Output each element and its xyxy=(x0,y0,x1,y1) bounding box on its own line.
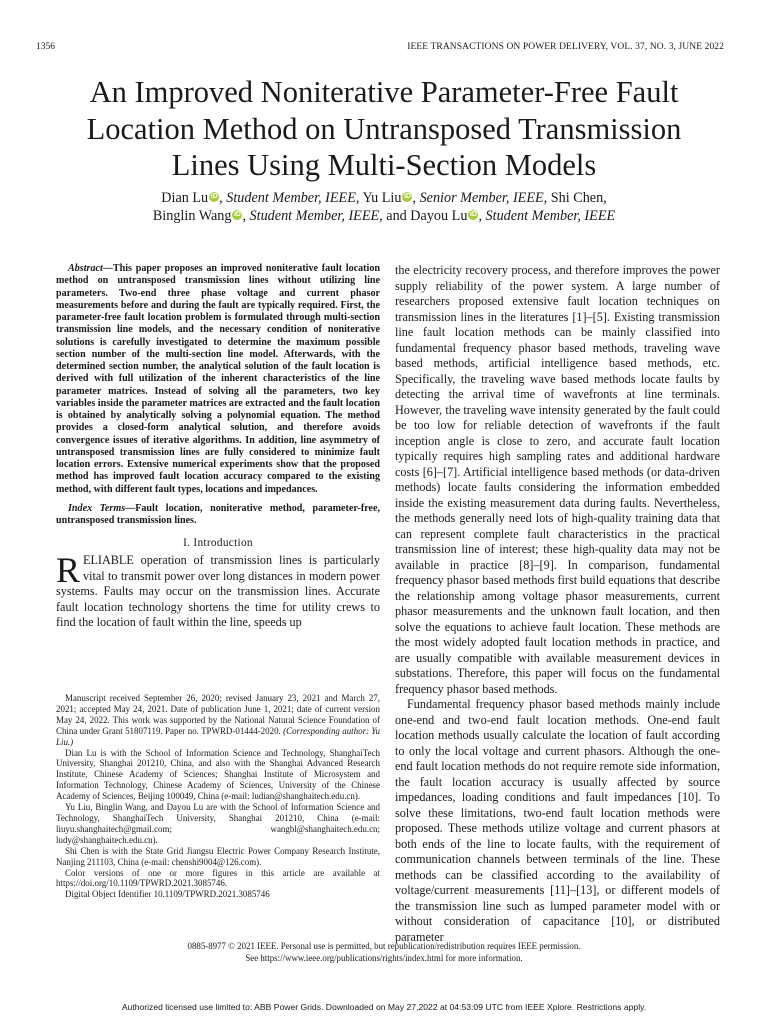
orcid-icon[interactable]: iD xyxy=(233,211,241,218)
index-terms xyxy=(56,503,380,528)
author-list xyxy=(40,189,728,225)
author-name: Binglin Wang xyxy=(152,208,232,224)
footnote-manuscript xyxy=(56,693,380,748)
orcid-icon[interactable]: iD xyxy=(210,193,218,200)
author-line-2: Binglin Wang iD , Student Member, IEEE, and Dayou Lu iD , Student Member, IEEE xyxy=(152,208,616,224)
download-notice: Authorized licensed use limited to: ABB Power Grids. Downloaded on May 27,2022 at 04:53:09 UTC from IEEE Xplore. Restrictions apply. xyxy=(121,1002,647,1012)
title-line-3: Lines Using Multi-Section Models xyxy=(171,148,597,182)
author-name: Dian Lu xyxy=(161,190,209,206)
footnote-doi: Digital Object Identifier 10.1109/TPWRD.2021.3085746 xyxy=(65,889,270,900)
abstract-label: Abstract xyxy=(68,263,103,274)
right-column xyxy=(395,263,720,945)
author-membership: Student Member, IEEE xyxy=(485,208,616,224)
paper-title xyxy=(40,74,728,184)
copyright-notice xyxy=(40,941,728,964)
footnote-affiliation-3: Shi Chen is with the State Grid Jiangsu Electric Power Company Research Institute, Nanjing 211103, China (e-mail: chenshi9004@126.com). xyxy=(56,845,380,867)
author-name: Shi Chen, xyxy=(550,190,607,206)
title-line-1: An Improved Noniterative Parameter-Free Fault xyxy=(89,75,679,109)
orcid-icon[interactable]: iD xyxy=(469,211,477,218)
intro-paragraph xyxy=(56,550,380,631)
author-membership: Senior Member, IEEE xyxy=(419,190,544,206)
footnote-affiliation-1: Dian Lu is with the School of Information Science and Technology, ShanghaiTech University, Shanghai 201210, China, and also with the Shanghai Advanced Research Institute, Chinese Academy of Sciences; Shanghai Institute of Microsystem and Information Technology, Chinese Academy of Sciences, University of the Chinese Academy of Sciences, Beijing 100049, China (e-mail: ludian@shanghaitech.edu.cn). xyxy=(56,747,380,802)
abstract xyxy=(56,263,380,496)
footnotes xyxy=(56,693,380,900)
footnote-corresponding: (Corresponding author: Yu Liu.) xyxy=(56,725,381,747)
author-name: and Dayou Lu xyxy=(386,208,468,224)
author-membership: Student Member, IEEE xyxy=(226,190,356,206)
abstract-text: —This paper proposes an improved noniterative fault location method on untransposed transmission lines without utilizing line parameters. Two-end three phase voltage and current phasor measurements before and during the fault are typically required. First, the parameter-free fault location problem is formulated through multi-section transmission line models, and the necessary condition of noniterative solutions is carefully investigated to determine the maximum possible section number of the multi-section line model. Afterwards, with the determined section number, the analytical solution of the fault location is derived with full utilization of the inherent characteristics of the line parameter matrices. Instead of solving all the parameters, two key variables inside the parameter matrices are extracted and the fault location is obtained by analytically solving a polynomial equation. The method provides a closed-form analytical solution, and therefore avoids convergence issues of iterative algorithms. In addition, line asymmetry of untransposed transmission lines are fully considered to minimize fault location errors. Extensive numerical experiments show that the proposed method has improved fault location accuracy compared to the existing method, with different fault types, locations and impedances. xyxy=(56,263,380,495)
left-column xyxy=(56,263,380,631)
orcid-icon[interactable]: iD xyxy=(403,193,411,200)
body-paragraph-2: Fundamental frequency phasor based methods mainly include one-end and two-end fault location methods. One-end fault location methods usually calculate the location of fault according to only the local voltage and current phasors. Although the one-end fault location methods do not require remote side information, the fault location accuracy is usually affected by source impedances, loading conditions and fault impedances [10]. To solve these limitations, two-end fault location methods were proposed. These methods utilize voltage and current phasors at both ends of the line to locate faults, with the requirement of communication channels between terminals of the line. These methods can be classified according to the availability of voltage/current measurements [11]–[13], or different models of the transmission line such as lumped parameter model with or without consideration of capacitance [10], or distributed parameter xyxy=(395,697,720,944)
index-terms-text: —Fault location, noniterative method, parameter-free, untransposed transmission lines. xyxy=(56,502,380,526)
index-terms-label: Index Terms xyxy=(68,502,126,514)
footnote-affiliation-2: Yu Liu, Binglin Wang, and Dayou Lu are with the School of Information Science and Technology, ShanghaiTech University, Shanghai 201210, China (e-mail: liuyu.shanghaitech@gmail.com; wangbl@shanghaitech.edu.cn; ludy@shanghaitech.edu.cn). xyxy=(56,802,380,845)
body-paragraph-1: the electricity recovery process, and therefore improves the power supply reliability of the power system. A large number of researchers proposed extensive fault location techniques on transmission lines in the literatures [1]–[5]. Existing transmission line fault location methods can be mainly classified into fundamental frequency phasor based methods, traveling wave based methods, artificial intelligence based methods, etc. Specifically, the traveling wave based methods locate faults by detecting the arrival time of wavefronts at line terminals. However, the traveling wave intensity generated by the fault could be too low for reliable detection of wavefronts if the fault inception angle is close to zero, and accurate fault location typically requires high sampling rates and additional hardware costs [6]–[7]. Artificial intelligence based methods (or data-driven methods) locate faults considering the information embedded inside the existing measurement data during faults. Nevertheless, the methods generally need lots of high-quality training data that can represent complete fault characteristics in the practical transmission line of interest; these high-quality data may not be available in practice [8]–[9]. In comparison, fundamental frequency phasor based methods first build equations that describe the relationship among voltage phasor measurements, current phasor measurements and the unknown fault location, and then solve the equations to achieve fault location. These methods are the most widely adopted fault location methods in practice, and are usually compatible with available measurement devices in substations. Therefore, this paper will focus on the fundamental frequency phasor based methods. xyxy=(395,263,720,696)
drop-cap: R xyxy=(56,550,81,591)
footnote-color: Color versions of one or more figures in this article are available at https://doi.org/10.1109/TPWRD.2021.3085746. xyxy=(56,867,380,889)
section-heading: I. Introduction xyxy=(183,537,253,550)
author-line-1: Dian Lu iD , Student Member, IEEE, Yu Liu iD , Senior Member, IEEE, Shi Chen, xyxy=(161,190,607,206)
copyright-line-2: See https://www.ieee.org/publications/rights/index.html for more information. xyxy=(245,952,523,963)
author-name: Yu Liu xyxy=(362,190,402,206)
footnote-manuscript-text: Manuscript received September 26, 2020; revised January 23, 2021 and March 27, 2021; accepted May 24, 2021. Date of publication June 1, 2021; date of current version May 24, 2022. This work was supported by the National Natural Science Foundation of China under Grant 51807119. Paper no. TPWRD-01444-2020. xyxy=(56,693,380,736)
intro-text: ELIABLE operation of transmission lines is particularly vital to transmit power over long distances in modern power systems. Faults may occur on the transmission lines. Accurate fault location technology shortens the time for utility crews to find the location of fault within the line, speeds up xyxy=(56,553,380,630)
author-membership: Student Member, IEEE xyxy=(249,208,380,224)
copyright-line-1: 0885-8977 © 2021 IEEE. Personal use is permitted, but republication/redistribution requires IEEE permission. xyxy=(187,941,581,951)
page-number: 1356 xyxy=(36,42,55,52)
journal-header: IEEE TRANSACTIONS ON POWER DELIVERY, VOL. 37, NO. 3, JUNE 2022 xyxy=(407,42,724,52)
title-line-2: Location Method on Untransposed Transmission xyxy=(86,111,682,146)
